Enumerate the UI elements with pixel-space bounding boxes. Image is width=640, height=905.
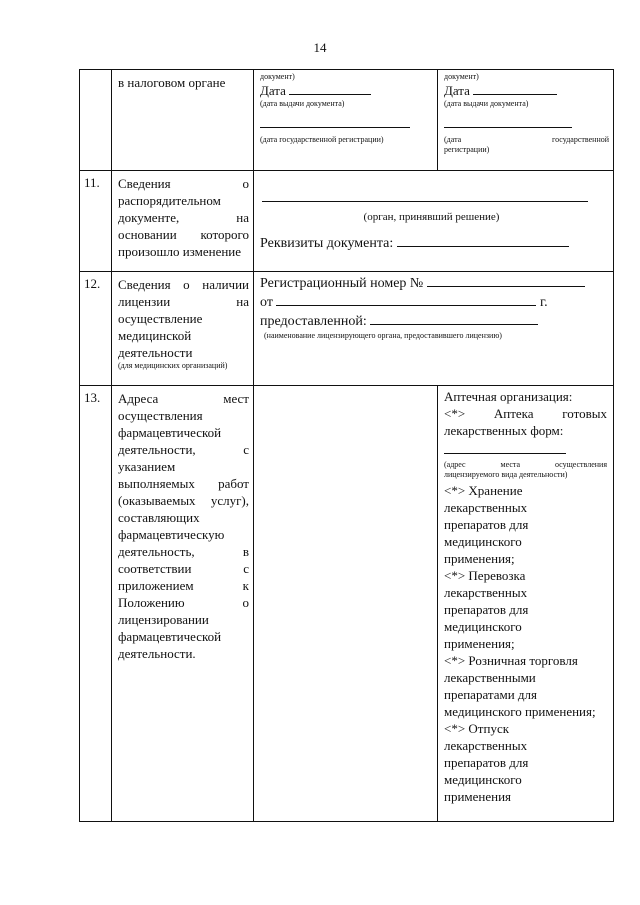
- requisites-field[interactable]: [397, 246, 569, 247]
- tax-col-a: [254, 70, 438, 171]
- table-row-13: [80, 386, 614, 822]
- reg-date-field[interactable]: [260, 109, 410, 128]
- row-label-cell: [112, 171, 254, 272]
- page-number: 14: [313, 40, 327, 55]
- row-label: Сведения о распорядительном документе, на основании которого произошло изменение: [118, 176, 249, 259]
- tax-col-b: [438, 70, 614, 171]
- item-retail: <*> Розничная торговля лекарственными препаратами для медицинского применения;: [444, 653, 596, 719]
- row-label-cell: [112, 386, 254, 822]
- item-transport: <*> Перевозка лекарственных препаратов для медицинского применения;: [444, 568, 529, 651]
- provided-label: предоставленной:: [260, 314, 367, 329]
- date-caption: (дата выдачи документа): [260, 99, 345, 108]
- license-date-field[interactable]: [276, 305, 536, 306]
- date-label: Дата: [260, 83, 286, 98]
- reg-number-field[interactable]: [427, 286, 585, 287]
- table-row-11: [80, 171, 614, 272]
- row-12-content: [254, 272, 614, 386]
- pharmacy-address-field[interactable]: [444, 439, 566, 454]
- row-label-cell: [112, 272, 254, 386]
- pharmacy-line: <*> Аптека готовых: [444, 406, 607, 421]
- from-label: от: [260, 295, 273, 310]
- org-title: Аптечная организация:: [444, 389, 573, 404]
- reg-date-field[interactable]: [444, 109, 572, 128]
- org-caption: (орган, принявший решение): [363, 211, 500, 223]
- row-13-right: [438, 386, 614, 822]
- date-field[interactable]: [289, 94, 371, 95]
- row-number-cell: [80, 272, 112, 386]
- table-row-12: [80, 272, 614, 386]
- reg-number-label: Регистрационный номер №: [260, 276, 424, 291]
- licensing-body-field[interactable]: [370, 324, 538, 325]
- item-dispense: <*> Отпуск лекарственных препаратов для медицинского применения: [444, 721, 529, 804]
- row-label: Сведения о наличии лицензии на осуществление медицинской деятельности: [118, 277, 249, 360]
- row-label-cell: [112, 70, 254, 171]
- reg-caption-part: (дата: [444, 135, 462, 144]
- row-label-small: (для медицинских организаций): [118, 361, 228, 370]
- provided-caption: (наименование лицензирующего органа, предоставившего лицензию): [264, 331, 502, 340]
- year-suffix: г.: [539, 295, 548, 310]
- form-table: [79, 69, 614, 822]
- row-number-cell: [80, 70, 112, 171]
- pharmacy-line: лекарственных форм:: [444, 423, 564, 438]
- reg-caption: (дата государственной регистрации): [260, 135, 384, 144]
- decision-org-field[interactable]: [262, 171, 588, 202]
- row-label: Адреса мест осуществления фармацевтической деятельности, с указанием выполняемых работ (оказываемых услуг), составляющих фармацевтическую деятельность, в соответствии с приложением к Положению о лицензировании фармацевтической деятельности.: [118, 391, 249, 661]
- row-number: 13.: [84, 390, 101, 405]
- row-number: 11.: [84, 175, 100, 190]
- doc-tail-text: документ): [444, 72, 479, 81]
- address-caption: лицензируемого вида деятельности): [444, 470, 568, 479]
- row-number-cell: [80, 171, 112, 272]
- requisites-label: Реквизиты документа:: [260, 236, 394, 251]
- row-number: 12.: [84, 276, 101, 291]
- reg-caption-part: регистрации): [444, 145, 490, 154]
- row-13-mid: [254, 386, 438, 822]
- row-number-cell: [80, 386, 112, 822]
- date-field[interactable]: [473, 94, 557, 95]
- address-caption: (адрес места осуществления: [444, 460, 607, 469]
- item-storage: <*> Хранение лекарственных препаратов для медицинского применения;: [444, 483, 529, 566]
- row-label: в налоговом органе: [118, 75, 226, 90]
- row-11-content: [254, 171, 614, 272]
- date-label: Дата: [444, 83, 470, 98]
- doc-tail-text: документ): [260, 72, 295, 81]
- reg-caption-part: государственной: [551, 135, 609, 144]
- date-caption: (дата выдачи документа): [444, 99, 529, 108]
- table-row-tax-authority: [80, 70, 614, 171]
